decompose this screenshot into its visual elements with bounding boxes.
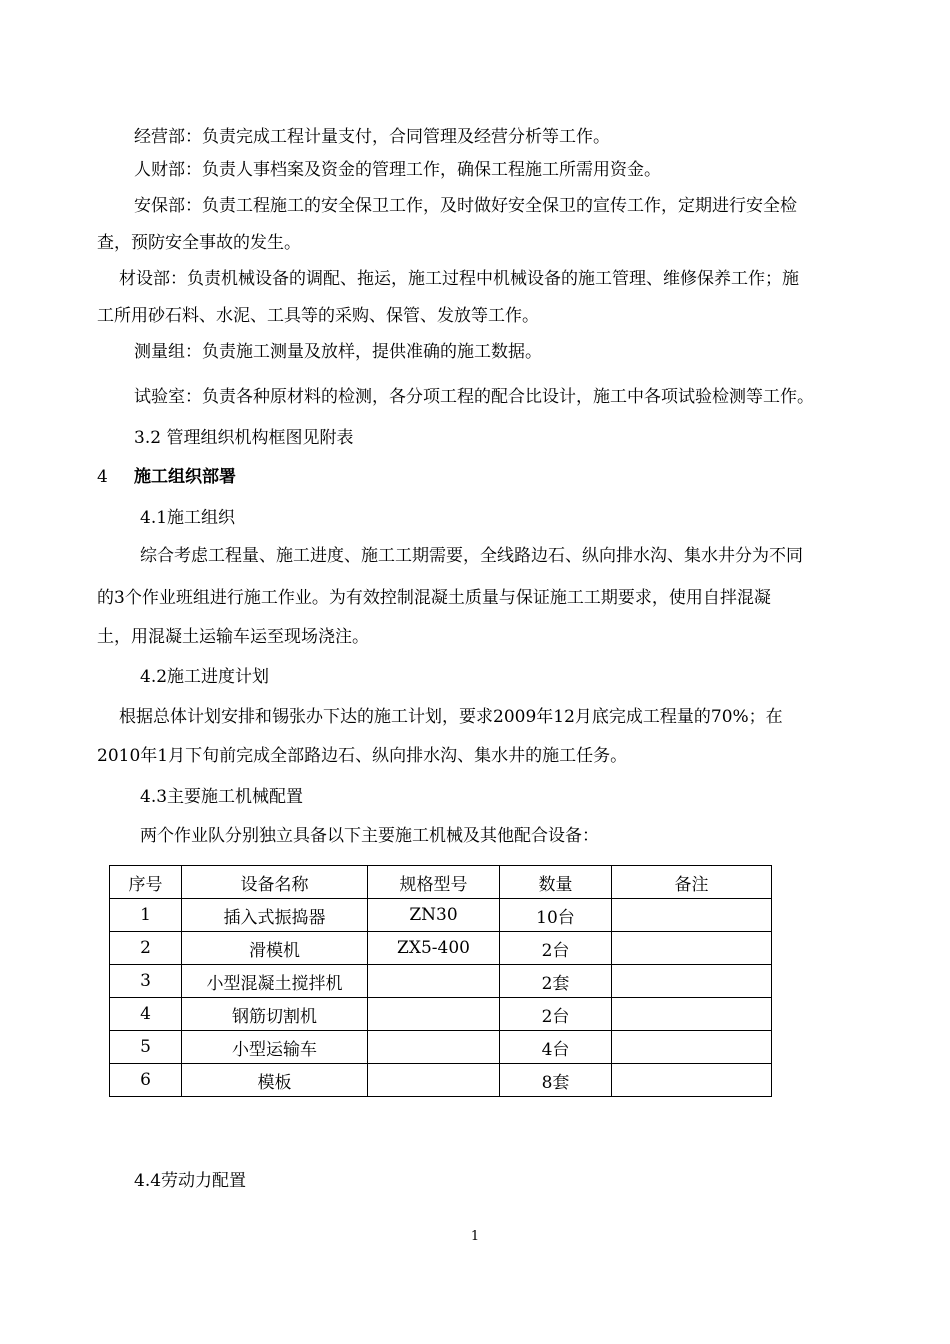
cell-remarks bbox=[612, 899, 772, 932]
header-cell-quantity: 数量 bbox=[500, 866, 612, 899]
cell-equipment-name: 模板 bbox=[182, 1064, 368, 1097]
section-4-1-line1: 综合考虑工程量、施工进度、施工工期需要，全线路边石、纵向排水沟、集水井分为不同 bbox=[140, 546, 803, 566]
paragraph-security-dept-line1: 安保部：负责工程施工的安全保卫工作，及时做好安全保卫的宣传工作，定期进行安全检 bbox=[134, 196, 797, 216]
table-row bbox=[110, 1031, 772, 1064]
section-4-3-title: 4.3主要施工机械配置 bbox=[140, 787, 304, 807]
paragraph-business-dept: 经营部：负责完成工程计量支付，合同管理及经营分析等工作。 bbox=[134, 127, 610, 147]
table-row bbox=[110, 998, 772, 1031]
table-header-row bbox=[110, 866, 772, 899]
section-4-2-line1: 根据总体计划安排和锡张办下达的施工计划，要求2009年12月底完成工程量的70%；在 bbox=[119, 707, 783, 727]
equipment-table bbox=[109, 865, 772, 1097]
cell-remarks bbox=[612, 1031, 772, 1064]
paragraph-org-chart-ref: 3.2 管理组织机构框图见附表 bbox=[134, 428, 354, 448]
cell-quantity: 2台 bbox=[500, 932, 612, 965]
cell-remarks bbox=[612, 932, 772, 965]
paragraph-test-lab: 试验室：负责各种原材料的检测，各分项工程的配合比设计，施工中各项试验检测等工作。 bbox=[134, 387, 814, 407]
section-4-2-title: 4.2施工进度计划 bbox=[140, 667, 270, 687]
cell-model: ZN30 bbox=[368, 899, 500, 932]
cell-index: 6 bbox=[110, 1064, 182, 1097]
cell-quantity: 2台 bbox=[500, 998, 612, 1031]
section-4-number: 4 bbox=[97, 467, 108, 487]
section-4-1-line2: 的3个作业班组进行施工作业。为有效控制混凝土质量与保证施工工期要求，使用自拌混凝 bbox=[97, 588, 771, 608]
section-4-title: 施工组织部署 bbox=[134, 467, 236, 487]
header-cell-model: 规格型号 bbox=[368, 866, 500, 899]
table-row bbox=[110, 1064, 772, 1097]
cell-remarks bbox=[612, 965, 772, 998]
cell-remarks bbox=[612, 1064, 772, 1097]
paragraph-materials-dept-line1: 材设部：负责机械设备的调配、拖运，施工过程中机械设备的施工管理、维修保养工作；施 bbox=[119, 269, 799, 289]
cell-model bbox=[368, 965, 500, 998]
section-4-1-line3: 土，用混凝土运输车运至现场浇注。 bbox=[97, 627, 369, 647]
cell-quantity: 8套 bbox=[500, 1064, 612, 1097]
cell-quantity: 2套 bbox=[500, 965, 612, 998]
cell-model: ZX5-400 bbox=[368, 932, 500, 965]
cell-index: 1 bbox=[110, 899, 182, 932]
table-row bbox=[110, 899, 772, 932]
cell-equipment-name: 滑模机 bbox=[182, 932, 368, 965]
page-number: 1 bbox=[470, 1229, 480, 1244]
cell-equipment-name: 钢筋切割机 bbox=[182, 998, 368, 1031]
cell-remarks bbox=[612, 998, 772, 1031]
section-4-4-title: 4.4劳动力配置 bbox=[134, 1171, 247, 1191]
section-4-2-line2: 2010年1月下旬前完成全部路边石、纵向排水沟、集水井的施工任务。 bbox=[97, 746, 628, 766]
cell-equipment-name: 小型运输车 bbox=[182, 1031, 368, 1064]
header-cell-remarks: 备注 bbox=[612, 866, 772, 899]
cell-index: 2 bbox=[110, 932, 182, 965]
cell-model bbox=[368, 1064, 500, 1097]
cell-index: 4 bbox=[110, 998, 182, 1031]
cell-equipment-name: 插入式振捣器 bbox=[182, 899, 368, 932]
cell-quantity: 10台 bbox=[500, 899, 612, 932]
section-4-1-title: 4.1施工组织 bbox=[140, 508, 236, 528]
cell-index: 5 bbox=[110, 1031, 182, 1064]
table-row bbox=[110, 965, 772, 998]
paragraph-security-dept-line2: 查，预防安全事故的发生。 bbox=[97, 233, 301, 253]
cell-equipment-name: 小型混凝土搅拌机 bbox=[182, 965, 368, 998]
cell-index: 3 bbox=[110, 965, 182, 998]
cell-model bbox=[368, 1031, 500, 1064]
cell-quantity: 4台 bbox=[500, 1031, 612, 1064]
header-cell-equipment-name: 设备名称 bbox=[182, 866, 368, 899]
paragraph-materials-dept-line2: 工所用砂石料、水泥、工具等的采购、保管、发放等工作。 bbox=[97, 306, 539, 326]
header-cell-index: 序号 bbox=[110, 866, 182, 899]
cell-model bbox=[368, 998, 500, 1031]
section-4-3-intro: 两个作业队分别独立具备以下主要施工机械及其他配合设备： bbox=[140, 826, 599, 846]
paragraph-hr-finance-dept: 人财部：负责人事档案及资金的管理工作，确保工程施工所需用资金。 bbox=[134, 160, 661, 180]
paragraph-survey-team: 测量组：负责施工测量及放样，提供准确的施工数据。 bbox=[134, 342, 542, 362]
table-row bbox=[110, 932, 772, 965]
